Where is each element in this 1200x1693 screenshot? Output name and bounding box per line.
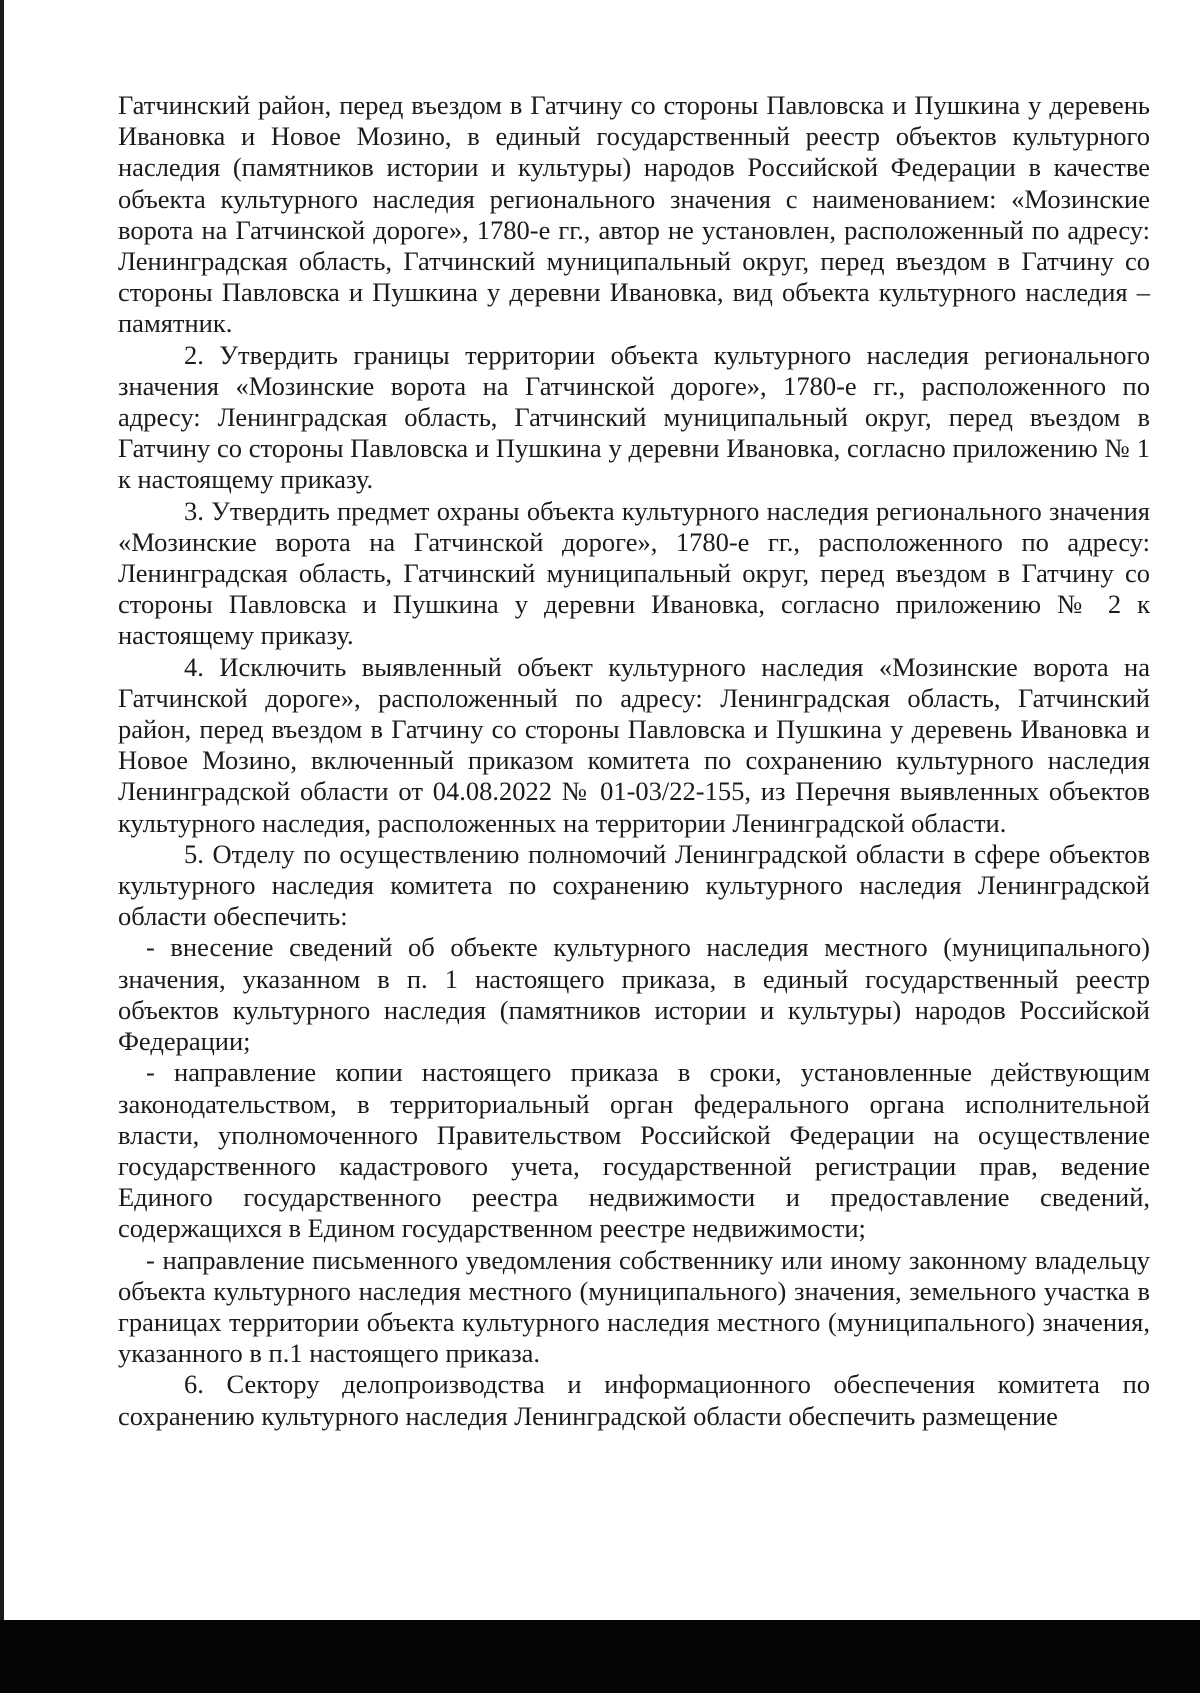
scan-bottom-bar	[0, 1620, 1200, 1693]
paragraph-1-continuation: Гатчинский район, перед въездом в Гатчину со стороны Павловска и Пушкина у деревень Ивановка и Новое Мозино, в единый государственный реестр объектов культурного наследия (памятников истории и культуры) народов Российской Федерации в качестве объекта культурного наследия регионального значения с наименованием: «Мозинские ворота на Гатчинской дороге», 1780-е гг., автор не установлен, расположенный по адресу: Ленинградская область, Гатчинский муниципальный округ, перед въездом в Гатчину со стороны Павловска и Пушкина у деревни Ивановка, вид объекта культурного наследия – памятник.	[118, 90, 1150, 339]
paragraph-item-4: 4. Исключить выявленный объект культурного наследия «Мозинские ворота на Гатчинской дороге», расположенный по адресу: Ленинградская область, Гатчинский район, перед въездом в Гатчину со стороны Павловска и Пушкина у деревень Ивановка и Новое Мозино, включенный приказом комитета по сохранению культурного наследия Ленинградской области от 04.08.2022 № 01-03/22-155, из Перечня выявленных объектов культурного наследия, расположенных на территории Ленинградской области.	[118, 651, 1150, 838]
list-item-owner-notice: - направление письменного уведомления собственнику или иному законному владельцу объекта культурного наследия местного (муниципального) значения, земельного участка в границах территории объекта культурного наследия местного (муниципального) значения, указанного в п.1 настоящего приказа.	[118, 1244, 1150, 1369]
paragraph-item-6: 6. Сектору делопроизводства и информационного обеспечения комитета по сохранению культурного наследия Ленинградской области обеспечить размещение	[118, 1369, 1150, 1431]
paragraph-item-3: 3. Утвердить предмет охраны объекта культурного наследия регионального значения «Мозинские ворота на Гатчинской дороге», 1780-е гг., расположенного по адресу: Ленинградская область, Гатчинский муниципальный округ, перед въездом в Гатчину со стороны Павловска и Пушкина у деревни Ивановка, согласно приложению № 2 к настоящему приказу.	[118, 495, 1150, 651]
scan-left-edge	[0, 0, 4, 1693]
paragraph-item-2: 2. Утвердить границы территории объекта культурного наследия регионального значения «Мозинские ворота на Гатчинской дороге», 1780-е гг., расположенного по адресу: Ленинградская область, Гатчинский муниципальный округ, перед въездом в Гатчину со стороны Павловска и Пушкина у деревни Ивановка, согласно приложению № 1 к настоящему приказу.	[118, 339, 1150, 495]
document-body	[118, 90, 1150, 1432]
list-item-copy-direction: - направление копии настоящего приказа в сроки, установленные действующим законодательством, в территориальный орган федерального органа исполнительной власти, уполномоченного Правительством Российской Федерации на осуществление государственного кадастрового учета, государственной регистрации прав, ведение Единого государственного реестра недвижимости и предоставление сведений, содержащихся в Едином государственном реестре недвижимости;	[118, 1057, 1150, 1244]
list-item-registry-entry: - внесение сведений об объекте культурного наследия местного (муниципального) значения, указанном в п. 1 настоящего приказа, в единый государственный реестр объектов культурного наследия (памятников истории и культуры) народов Российской Федерации;	[118, 932, 1150, 1057]
paragraph-item-5: 5. Отделу по осуществлению полномочий Ленинградской области в сфере объектов культурного наследия комитета по сохранению культурного наследия Ленинградской области обеспечить:	[118, 838, 1150, 932]
